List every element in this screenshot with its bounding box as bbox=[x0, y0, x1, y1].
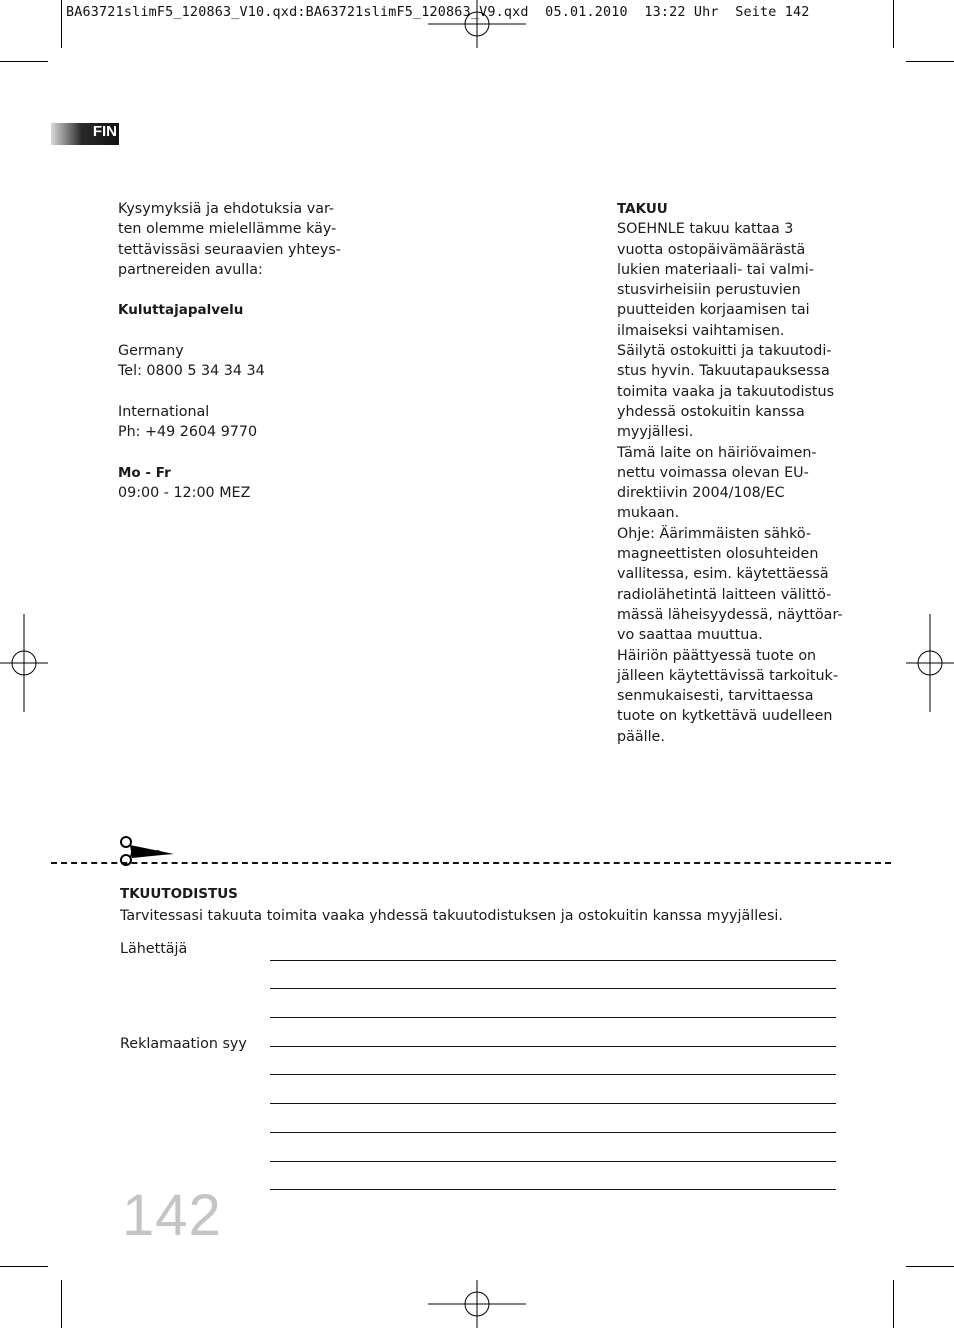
warranty-column bbox=[617, 199, 857, 747]
warranty-text-line: puutteiden korjaamisen tai bbox=[617, 302, 810, 319]
warranty-text-line: Säilytä ostokuitti ja takuutodi- bbox=[617, 343, 832, 360]
sender-label: Lähettäjä bbox=[120, 941, 188, 957]
registration-mark-left bbox=[0, 614, 48, 712]
warranty-text-line: senmukaisesti, tarvittaessa bbox=[617, 688, 814, 705]
warranty-text-line: vuotta ostopäivämäärästä bbox=[617, 241, 806, 258]
hours-value: 09:00 - 12:00 MEZ bbox=[118, 485, 251, 502]
contact-intro-line: partnereiden avulla: bbox=[118, 261, 263, 278]
print-slug: BA63721slimF5_120863_V10.qxd:BA63721slimF5_120863_V9.qxd 05.01.2010 13:22 Uhr Seite 142 bbox=[66, 5, 810, 20]
warranty-text-line: tuote on kytkettävä uudelleen bbox=[617, 708, 833, 725]
warranty-text bbox=[617, 219, 857, 747]
warranty-text-line: mässä läheisyydessä, näyttöar- bbox=[617, 606, 843, 623]
international-label: International bbox=[118, 403, 210, 420]
warranty-text-line: Ohje: Äärimmäisten sähkö- bbox=[617, 525, 812, 542]
warranty-text-line: stus hyvin. Takuutapauksessa bbox=[617, 363, 830, 380]
warranty-heading: TAKUU bbox=[617, 201, 668, 217]
warranty-text-line: yhdessä ostokuitin kanssa bbox=[617, 403, 805, 420]
reason-line bbox=[270, 1161, 836, 1162]
reason-line bbox=[270, 1103, 836, 1104]
registration-mark-top bbox=[428, 0, 526, 48]
warranty-text-line: päälle. bbox=[617, 728, 665, 745]
contact-column bbox=[118, 199, 348, 503]
reason-line bbox=[270, 1046, 836, 1047]
contact-intro-line: Kysymyksiä ja ehdotuksia var- bbox=[118, 201, 335, 217]
reason-line bbox=[270, 1132, 836, 1133]
reason-label: Reklamaation syy bbox=[120, 1036, 247, 1052]
reason-line bbox=[270, 1074, 836, 1075]
international-phone: Ph: +49 2604 9770 bbox=[118, 424, 258, 441]
warranty-text-line: lukien materiaali- tai valmi- bbox=[617, 261, 814, 278]
warranty-text-line: SOEHNLE takuu kattaa 3 bbox=[617, 221, 794, 238]
germany-label: Germany bbox=[118, 343, 184, 360]
language-tab-label: FIN bbox=[92, 123, 117, 140]
scissors-icon bbox=[118, 832, 178, 872]
warranty-text-line: vallitessa, esim. käytettäessä bbox=[617, 566, 829, 583]
warranty-text-line: jälleen käytettävissä tarkoituk- bbox=[617, 667, 838, 684]
language-tab bbox=[51, 123, 119, 145]
warranty-text-line: myyjällesi. bbox=[617, 424, 694, 441]
sender-line bbox=[270, 988, 836, 989]
sender-line bbox=[270, 1017, 836, 1018]
warranty-text-line: direktiivin 2004/108/EC bbox=[617, 485, 785, 502]
registration-mark-right bbox=[906, 614, 954, 712]
warranty-text-line: magneettisten olosuhteiden bbox=[617, 546, 819, 563]
warranty-text-line: radiolähetintä laitteen välittö- bbox=[617, 586, 832, 603]
certificate-title: TKUUTODISTUS bbox=[120, 886, 238, 902]
registration-mark-bottom bbox=[428, 1280, 526, 1328]
warranty-text-line: ilmaiseksi vaihtamisen. bbox=[617, 322, 785, 339]
reason-line bbox=[270, 1189, 836, 1190]
warranty-text-line: nettu voimassa olevan EU- bbox=[617, 464, 809, 481]
warranty-text-line: Tämä laite on häiriövaimen- bbox=[617, 444, 817, 461]
germany-phone: Tel: 0800 5 34 34 34 bbox=[118, 363, 265, 380]
certificate-intro: Tarvitessasi takuuta toimita vaaka yhdessä takuutodistuksen ja ostokuitin kanssa myyjällesi. bbox=[120, 908, 783, 924]
sender-line bbox=[270, 960, 836, 961]
contact-intro-line: tettävissäsi seuraavien yhteys- bbox=[118, 241, 341, 258]
page-number: 142 bbox=[122, 1183, 222, 1248]
contact-intro-line: ten olemme mielellämme käy- bbox=[118, 221, 337, 238]
warranty-text-line: Häiriön päättyessä tuote on bbox=[617, 647, 817, 664]
warranty-text-line: mukaan. bbox=[617, 505, 680, 522]
warranty-text-line: toimita vaaka ja takuutodistus bbox=[617, 383, 835, 400]
hours-label: Mo - Fr bbox=[118, 464, 171, 481]
warranty-text-line: stusvirheisiin perustuvien bbox=[617, 282, 801, 299]
consumer-service-heading: Kuluttajapalvelu bbox=[118, 302, 244, 319]
warranty-text-line: vo saattaa muuttua. bbox=[617, 627, 763, 644]
